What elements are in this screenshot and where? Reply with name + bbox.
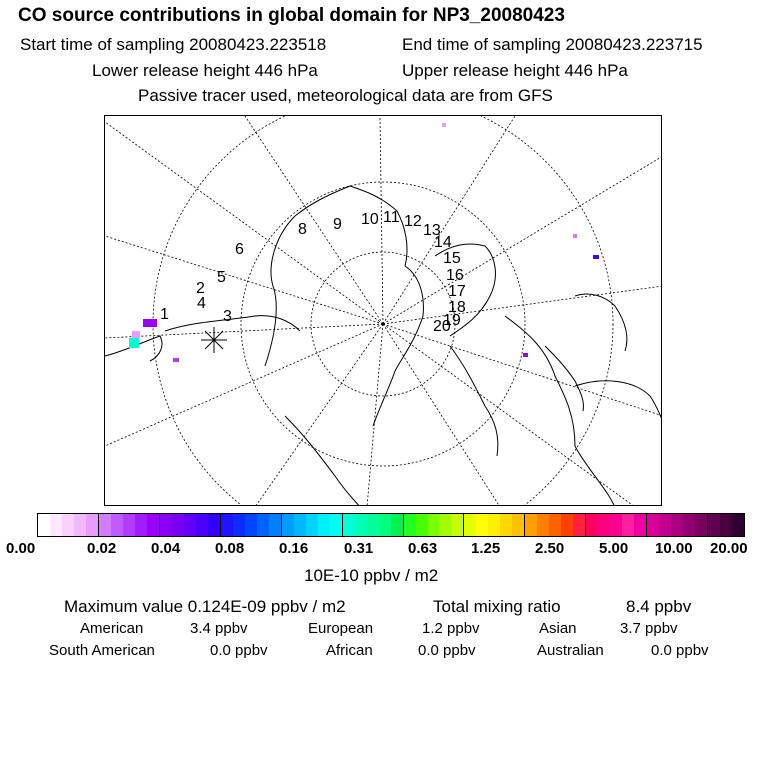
colorbar-swatch	[172, 514, 184, 536]
colorbar-swatch	[646, 514, 659, 536]
colorbar-swatch	[622, 514, 634, 536]
colorbar-swatch	[585, 514, 598, 536]
co-patch	[573, 234, 577, 238]
meridian	[383, 286, 662, 324]
trajectory-label: 9	[333, 216, 342, 233]
receptor-asterisk-icon	[201, 327, 227, 353]
colorbar-swatch	[500, 514, 512, 536]
colorbar-swatch	[135, 514, 147, 536]
region-value: 0.0 ppbv	[210, 642, 268, 659]
colorbar-swatch	[111, 514, 123, 536]
colorbar-swatch	[306, 514, 318, 536]
meridian	[105, 324, 383, 446]
coastline-alaska	[165, 316, 300, 331]
coastline-asia	[505, 316, 615, 506]
trajectory-label: 13	[423, 222, 441, 239]
meridian	[383, 324, 500, 506]
colorbar-swatch	[330, 514, 342, 536]
colorbar-swatch	[403, 514, 416, 536]
colorbar-tick: 1.25	[471, 540, 501, 557]
region-value: 3.4 ppbv	[190, 620, 248, 637]
colorbar-swatch	[610, 514, 622, 536]
colorbar-swatch	[451, 514, 463, 536]
colorbar-swatch	[379, 514, 391, 536]
colorbar-swatch	[634, 514, 646, 536]
trajectory-label: 4	[197, 295, 206, 312]
trajectory-label: 5	[217, 269, 226, 286]
co-patch	[132, 331, 140, 338]
colorbar-swatch	[367, 514, 379, 536]
region-name: American	[80, 620, 144, 637]
co-contribution-patches	[129, 123, 599, 362]
colorbar-tick: 0.04	[151, 540, 181, 557]
map-canvas	[105, 116, 662, 506]
region-value: 0.0 ppbv	[418, 642, 476, 659]
plot-title: CO source contributions in global domain for NP3_20080423	[18, 5, 565, 26]
colorbar-swatch	[488, 514, 500, 536]
trajectory-label: 6	[235, 241, 244, 258]
tracer-note: Passive tracer used, meteorological data are from GFS	[138, 86, 553, 105]
region-name: Asian	[539, 620, 577, 637]
co-patch	[143, 319, 157, 327]
region-value: 0.0 ppbv	[651, 642, 709, 659]
colorbar-swatch	[659, 514, 671, 536]
co-patch	[593, 255, 599, 259]
coastline-greenland	[373, 266, 423, 426]
co-patch	[173, 358, 179, 362]
colorbar-swatch	[294, 514, 306, 536]
trajectory-label: 10	[361, 211, 379, 228]
trajectory-label: 8	[298, 221, 307, 238]
total-mixing-label: Total mixing ratio	[433, 597, 561, 616]
colorbar-swatch	[98, 514, 111, 536]
colorbar	[37, 513, 745, 537]
trajectory-labels	[160, 209, 466, 335]
colorbar-swatch	[671, 514, 683, 536]
colorbar-unit: 10E-10 ppbv / m2	[304, 566, 439, 585]
trajectory-label: 14	[434, 234, 452, 251]
coastline-siberia	[545, 346, 583, 411]
colorbar-swatch	[196, 514, 208, 536]
trajectory-label: 2	[196, 280, 205, 297]
meridian	[255, 324, 383, 506]
coastlines	[105, 186, 662, 506]
colorbar-swatch	[123, 514, 135, 536]
colorbar-tick: 0.02	[87, 540, 117, 557]
colorbar-swatch	[159, 514, 172, 536]
colorbar-swatch	[184, 514, 196, 536]
colorbar-tick: 20.00	[710, 540, 748, 557]
colorbar-tick: 10.00	[655, 540, 693, 557]
colorbar-swatch	[257, 514, 269, 536]
co-patch	[523, 353, 528, 357]
colorbar-tick: 0.00	[6, 540, 36, 557]
colorbar-swatch	[707, 514, 720, 536]
colorbar-swatch	[439, 514, 451, 536]
colorbar-swatch	[428, 514, 440, 536]
colorbar-tick: 5.00	[599, 540, 629, 557]
region-name: Australian	[537, 642, 604, 659]
colorbar-swatch	[463, 514, 476, 536]
colorbar-swatch	[598, 514, 610, 536]
colorbar-swatch	[74, 514, 86, 536]
colorbar-swatch	[391, 514, 403, 536]
region-name: European	[308, 620, 374, 637]
colorbar-swatch	[50, 514, 62, 536]
colorbar-swatch	[695, 514, 707, 536]
meridian	[383, 324, 662, 416]
colorbar-swatch	[269, 514, 281, 536]
colorbar-swatch	[573, 514, 585, 536]
graticule	[105, 116, 662, 506]
coastline-far-east	[575, 381, 662, 421]
upper-release-height: Upper release height 446 hPa	[402, 61, 628, 80]
region-value: 3.7 ppbv	[620, 620, 678, 637]
colorbar-swatch	[732, 514, 744, 536]
colorbar-swatch	[342, 514, 355, 536]
colorbar-swatch	[281, 514, 294, 536]
co-patch	[129, 338, 139, 348]
coastline-eastern-us	[285, 416, 360, 506]
colorbar-swatch	[561, 514, 573, 536]
colorbar-swatch	[476, 514, 488, 536]
trajectory-label: 20	[433, 318, 451, 335]
colorbar-swatch	[233, 514, 245, 536]
colorbar-swatch	[416, 514, 428, 536]
colorbar-swatch	[512, 514, 524, 536]
colorbar-swatch	[318, 514, 330, 536]
region-name: African	[326, 642, 373, 659]
trajectory-label: 19	[443, 312, 461, 329]
trajectory-label: 18	[448, 299, 466, 316]
trajectory-label: 3	[223, 308, 232, 325]
max-value: Maximum value 0.124E-09 ppbv / m2	[64, 597, 346, 616]
region-value: 1.2 ppbv	[422, 620, 480, 637]
colorbar-swatch	[220, 514, 233, 536]
region-name: South American	[49, 642, 155, 659]
colorbar-tick: 0.08	[215, 540, 245, 557]
colorbar-tick: 0.31	[344, 540, 374, 557]
colorbar-swatch	[720, 514, 732, 536]
colorbar-swatch	[355, 514, 367, 536]
colorbar-swatch	[62, 514, 74, 536]
coastline-east-asia	[575, 294, 627, 351]
trajectory-label: 16	[446, 267, 464, 284]
colorbar-swatch	[549, 514, 561, 536]
colorbar-swatch	[147, 514, 159, 536]
colorbar-tick: 0.16	[279, 540, 309, 557]
trajectory-label: 17	[448, 283, 466, 300]
lower-release-height: Lower release height 446 hPa	[92, 61, 318, 80]
start-time: Start time of sampling 20080423.223518	[20, 35, 327, 54]
colorbar-swatch	[537, 514, 549, 536]
colorbar-swatch	[524, 514, 537, 536]
polar-map	[104, 115, 662, 506]
total-mixing-value: 8.4 ppbv	[626, 597, 692, 616]
co-patch	[442, 123, 446, 127]
end-time: End time of sampling 20080423.223715	[402, 35, 703, 54]
trajectory-label: 11	[383, 209, 400, 226]
trajectory-label: 12	[404, 213, 422, 230]
colorbar-swatch	[208, 514, 220, 536]
colorbar-swatch	[683, 514, 695, 536]
colorbar-tick: 0.63	[408, 540, 438, 557]
colorbar-swatch	[245, 514, 257, 536]
trajectory-label: 1	[160, 306, 169, 323]
colorbar-tick: 2.50	[535, 540, 565, 557]
meridian	[383, 156, 662, 324]
colorbar-swatch	[38, 514, 50, 536]
meridian	[367, 324, 383, 506]
colorbar-swatch	[86, 514, 98, 536]
trajectory-label: 15	[443, 250, 461, 267]
meridian	[105, 236, 383, 324]
